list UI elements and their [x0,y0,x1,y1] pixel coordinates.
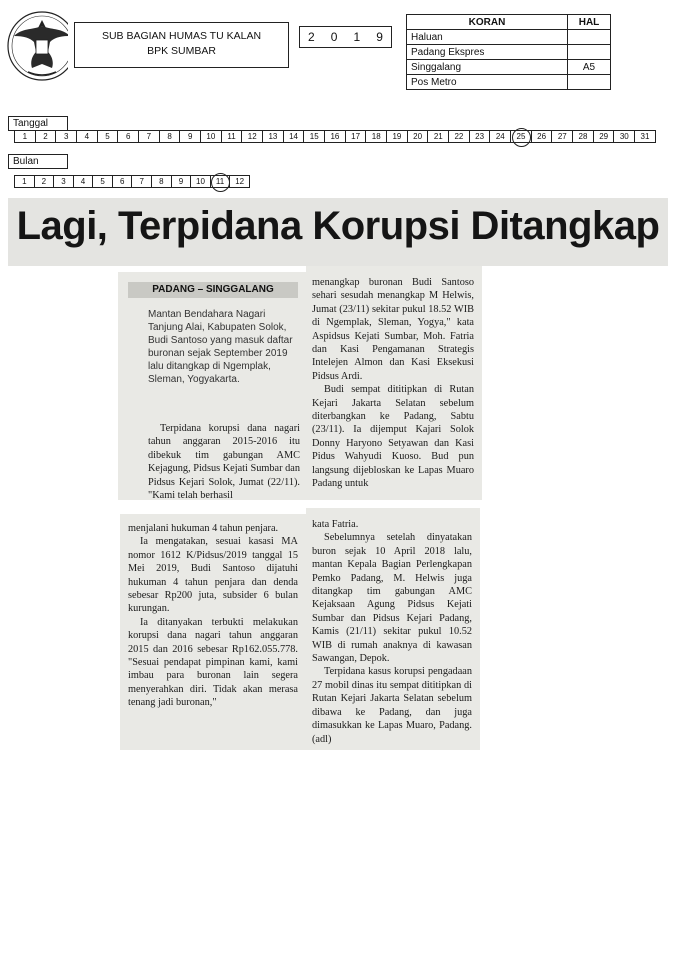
date-number-cell: 9 [172,176,192,187]
date-number-cell: 11 [211,176,231,187]
date-number-cell: 10 [201,131,222,142]
paper-name: Pos Metro [407,75,568,90]
unit-box [74,22,289,68]
date-number-cell: 10 [191,176,211,187]
article-headline: Lagi, Terpidana Korupsi Ditangkap [16,204,660,248]
paragraph: menangkap buronan Budi Santoso sehari sesudah menangkap M Helwis, Jumat (23/11) sekitar pukul 18.52 WIB di Ngemplak, Sleman, Yogya," kata Aspidsus Kejati Sumbar, Moh. Fatria dan Kasi Pengamanan Strategis Intelejen Almon dan Kasi Eksekusi Pidsus Ardi. [312,277,474,382]
date-number-cell: 12 [235,177,245,186]
bulan-number-row [14,175,250,188]
year-box [299,26,392,48]
date-number-cell: 20 [408,131,429,142]
year-digit: 9 [376,30,383,44]
date-number-cell: 12 [242,131,263,142]
paragraph: Ia ditanyakan terbukti melakukan korupsi dana nagari tahun anggaran 2015 dan 2016 sebesar Rp162.055.778. "Sesuai pendapat pimpinan kami, kami imbau para buronan lain segera menyerahkan diri. Tidak akan merasa tenang jadi buronan," [128,616,298,709]
paper-page [568,30,611,45]
date-number-cell: 7 [132,176,152,187]
date-number-cell: 1 [15,131,36,142]
paragraph: kata Fatria. [312,519,359,530]
paper-page [568,45,611,60]
paragraph: Budi sempat dititipkan di Rutan Kejari Jakarta Selatan sebelum diterbangkan ke Padang, Sabtu (23/11). Ia dijemput Kajari Solok Donny Haryono Setyawan dan Kasi Pidus Wahyudi Kuoso. Bud pun langsung dijebloskan ke Lapas Muaro Padang untuk [312,384,474,490]
tanggal-number-row [14,130,656,143]
newspaper-table [406,14,611,90]
date-number-cell: 8 [152,176,172,187]
article-column-text [128,522,298,710]
date-number-cell: 17 [346,131,367,142]
date-number-cell: 27 [552,131,573,142]
date-number-cell: 2 [36,131,57,142]
date-number-cell: 11 [222,131,243,142]
article-column-text [312,518,472,746]
table-row [407,75,611,90]
table-row [407,30,611,45]
article-intro: Mantan Bendahara Nagari Tanjung Alai, Kabupaten Solok, Budi Santoso yang masuk daftar buronan sejak September 2019 lalu ditangkap di Ngemplak, Sleman, Yogyakarta. [148,309,293,385]
date-number-cell: 18 [366,131,387,142]
koran-header: KORAN [407,15,568,30]
date-number-cell: 7 [139,131,160,142]
hal-header: HAL [568,15,611,30]
date-number-cell: 3 [56,131,77,142]
paper-name: Haluan [407,30,568,45]
date-number-cell: 23 [470,131,491,142]
date-number-cell: 13 [263,131,284,142]
article-column-text [148,422,300,502]
date-number-cell: 5 [93,176,113,187]
date-number-cell: 30 [614,131,635,142]
date-number-cell: 19 [387,131,408,142]
tanggal-label: Tanggal [8,116,68,131]
date-number-cell: 24 [490,131,511,142]
year-digit: 2 [308,30,315,44]
dateline: PADANG – SINGGALANG [128,282,298,298]
date-number-cell: 14 [284,131,305,142]
bulan-label: Bulan [8,154,68,169]
date-number-cell: 4 [77,131,98,142]
date-number-cell: 21 [428,131,449,142]
paragraph: Terpidana korupsi dana nagari tahun anggaran 2015-2016 itu dibekuk tim gabungan AMC Kejagung, Pidsus Kejati Sumbar dan Pidsus Kejari Solok, Jumat (22/11). "Kami telah berhasil [148,423,300,502]
date-number-cell: 31 [640,132,650,141]
paragraph: Sebelumnya setelah dinyatakan buron sejak 10 April 2018 lalu, mantan Kepala Bagian Perlengkapan Pemko Padang, M. Helwis juga ditangkap tim gabungan AMC Kejaksaan Agung Pidsus Kejati Sumbar dan Pidsus Kejari Padang, Kamis (21/11) sekitar pukul 10.52 WIB di rumah anaknya di kawasan Sawangan, Depok. [312,532,472,665]
paragraph: Terpidana kasus korupsi pengadaan 27 mobil dinas itu sempat dititipkan di Rutan Kejari Jakarta Selatan sebelum dibawa ke Padang, dan juga dimasukkan ke Lapas Muaro, Padang. (adl) [312,666,472,745]
date-number-cell: 26 [532,131,553,142]
paper-name: Singgalang [407,60,568,75]
unit-line-2: BPK SUMBAR [147,45,216,57]
paper-page: A5 [568,60,611,75]
date-number-cell: 28 [573,131,594,142]
year-digit: 1 [353,30,361,44]
paper-name: Padang Ekspres [407,45,568,60]
date-number-cell: 4 [74,176,94,187]
date-number-cell: 5 [98,131,119,142]
paragraph: Ia mengatakan, sesuai kasasi MA nomor 1612 K/Pidsus/2019 tanggal 15 Mei 2019, Budi Santoso dijatuhi hukuman 4 tahun penjara dan denda sebesar Rp200 juta, subsider 6 bulan kurungan. [128,536,298,615]
article-column-text [312,276,474,491]
date-number-cell: 25 [511,131,532,142]
clipping-bottom-left [120,514,306,750]
date-number-cell: 16 [325,131,346,142]
year-digit: 0 [330,30,338,44]
garuda-emblem-icon [2,6,68,92]
paragraph: menjalani hukuman 4 tahun penjara. [128,523,279,534]
date-number-cell: 29 [594,131,615,142]
clipping-top-right [306,266,482,500]
date-number-cell: 6 [118,131,139,142]
unit-line-1: SUB BAGIAN HUMAS TU KALAN [101,30,262,42]
date-number-cell: 15 [304,131,325,142]
date-number-cell: 8 [160,131,181,142]
paper-page [568,75,611,90]
table-row [407,45,611,60]
date-number-cell: 6 [113,176,133,187]
date-number-cell: 3 [54,176,74,187]
date-number-cell: 2 [35,176,55,187]
date-number-cell: 9 [180,131,201,142]
date-number-cell: 22 [449,131,470,142]
date-number-cell: 1 [15,176,35,187]
clipping-top-left [118,272,308,500]
clipping-bottom-right [306,508,480,750]
table-row [407,60,611,75]
